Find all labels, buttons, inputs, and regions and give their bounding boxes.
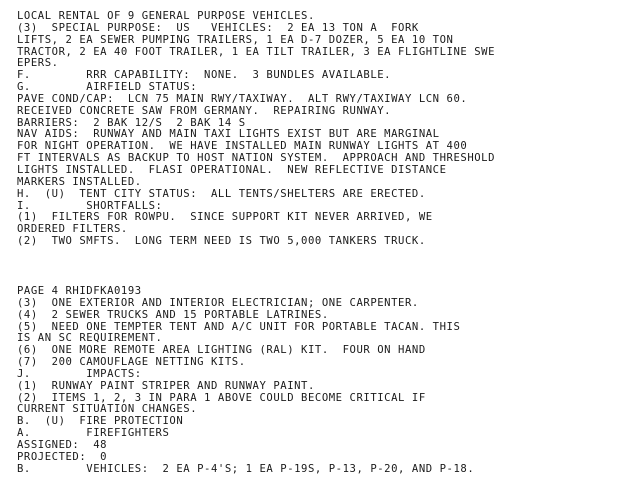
text-line: PROJECTED: 0 (17, 451, 108, 463)
text-line: B. (U) FIRE PROTECTION (17, 416, 184, 428)
text-line: ASSIGNED: 48 (17, 439, 108, 451)
text-line: (2) ITEMS 1, 2, 3 IN PARA 1 ABOVE COULD BECOME CRITICAL IF (17, 392, 426, 404)
text-line: RECEIVED CONCRETE SAW FROM GERMANY. REPAIRING RUNWAY. (17, 105, 392, 117)
text-line: (3) SPECIAL PURPOSE: US VEHICLES: 2 EA 13 TON A FORK (17, 22, 419, 34)
text-line: LIFTS, 2 EA SEWER PUMPING TRAILERS, 1 EA D-7 DOZER, 5 EA 10 TON (17, 34, 454, 46)
text-line: MARKERS INSTALLED. (17, 176, 142, 188)
text-line: LIGHTS INSTALLED. FLASI OPERATIONAL. NEW REFLECTIVE DISTANCE (17, 164, 447, 176)
text-line: J. IMPACTS: (17, 368, 142, 380)
text-line: (6) ONE MORE REMOTE AREA LIGHTING (RAL) KIT. FOUR ON HAND (17, 345, 426, 357)
message-section-top (17, 11, 637, 248)
text-line: EPERS. (17, 58, 59, 70)
text-line: (1) FILTERS FOR ROWPU. SINCE SUPPORT KIT NEVER ARRIVED, WE (17, 212, 433, 224)
text-line: F. RRR CAPABILITY: NONE. 3 BUNDLES AVAILABLE. (17, 70, 392, 82)
message-section-bottom (17, 286, 637, 476)
text-line: (4) 2 SEWER TRUCKS AND 15 PORTABLE LATRINES. (17, 309, 329, 321)
text-line: (1) RUNWAY PAINT STRIPER AND RUNWAY PAINT. (17, 380, 315, 392)
text-line: A. FIREFIGHTERS (17, 428, 170, 440)
page-header-line: PAGE 4 RHIDFKA0193 (17, 286, 142, 297)
text-line: LOCAL RENTAL OF 9 GENERAL PURPOSE VEHICLES. (17, 11, 315, 22)
text-line: FT INTERVALS AS BACKUP TO HOST NATION SYSTEM. APPROACH AND THRESHOLD (17, 153, 496, 165)
text-line: IS AN SC REQUIREMENT. (17, 333, 163, 345)
text-line: TRACTOR, 2 EA 40 FOOT TRAILER, 1 EA TILT TRAILER, 3 EA FLIGHTLINE SWE (17, 46, 496, 58)
text-line: CURRENT SITUATION CHANGES. (17, 404, 198, 416)
text-line: H. (U) TENT CITY STATUS: ALL TENTS/SHELTERS ARE ERECTED. (17, 188, 426, 200)
text-line: I. SHORTFALLS: (17, 200, 163, 212)
text-line: (7) 200 CAMOUFLAGE NETTING KITS. (17, 357, 246, 369)
text-line: (2) TWO SMFTS. LONG TERM NEED IS TWO 5,000 TANKERS TRUCK. (17, 236, 426, 248)
text-line: NAV AIDS: RUNWAY AND MAIN TAXI LIGHTS EXIST BUT ARE MARGINAL (17, 129, 440, 141)
text-line: (5) NEED ONE TEMPTER TENT AND A/C UNIT FOR PORTABLE TACAN. THIS (17, 321, 461, 333)
text-line: ORDERED FILTERS. (17, 224, 128, 236)
text-line: FOR NIGHT OPERATION. WE HAVE INSTALLED MAIN RUNWAY LIGHTS AT 400 (17, 141, 468, 153)
text-line: BARRIERS: 2 BAK 12/S 2 BAK 14 S (17, 117, 246, 129)
text-line: PAVE COND/CAP: LCN 75 MAIN RWY/TAXIWAY. ALT RWY/TAXIWAY LCN 60. (17, 93, 468, 105)
text-line: G. AIRFIELD STATUS: (17, 82, 198, 94)
text-line: B. VEHICLES: 2 EA P-4'S; 1 EA P-19S, P-13, P-20, AND P-18. (17, 463, 475, 475)
text-line: (3) ONE EXTERIOR AND INTERIOR ELECTRICIAN; ONE CARPENTER. (17, 297, 419, 309)
